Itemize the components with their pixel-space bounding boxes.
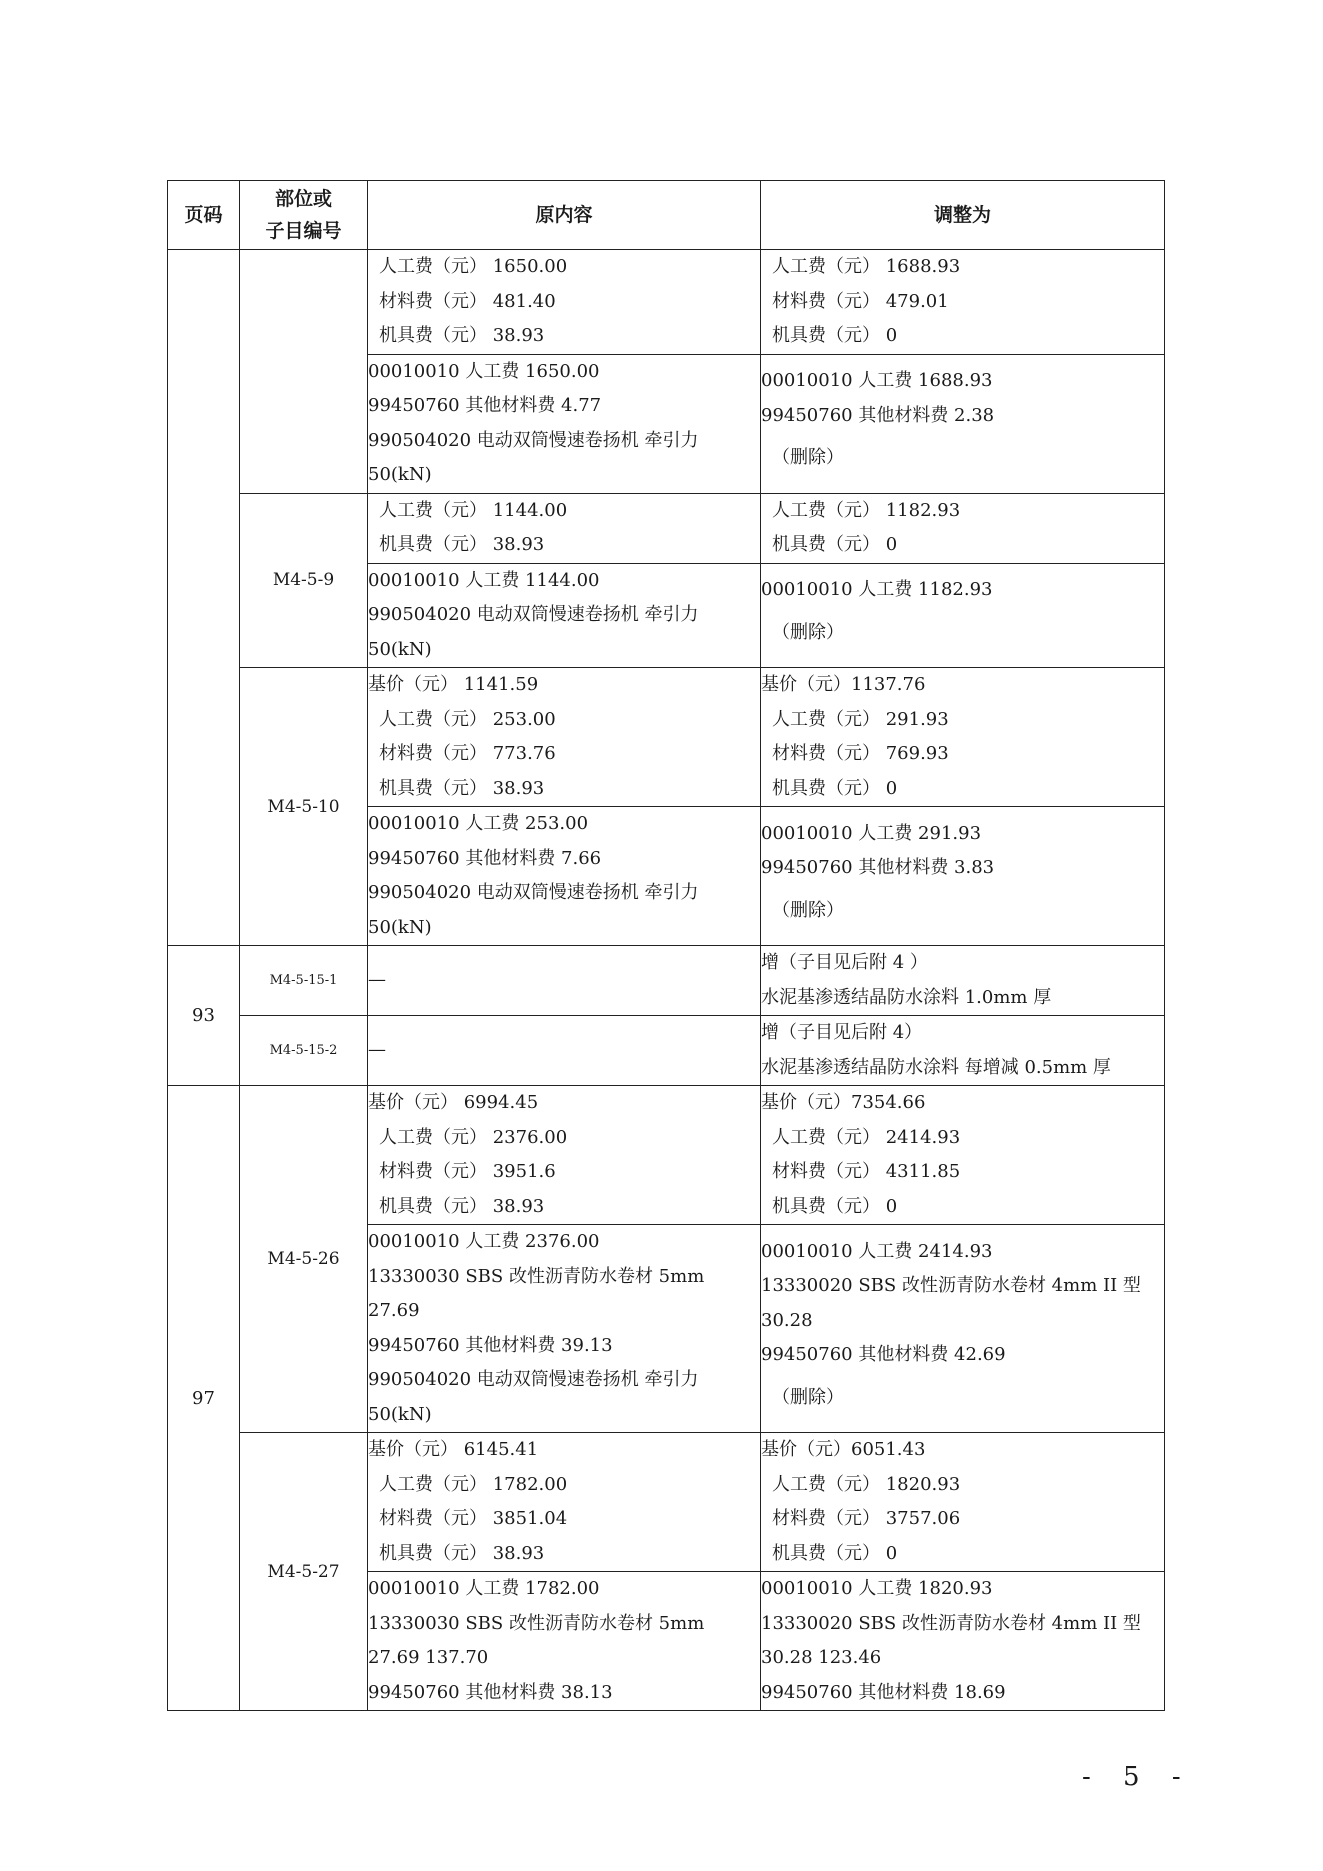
text-line: 机具费（元） 0 (772, 325, 898, 346)
text-line: 99450760 其他材料费 3.83 (761, 857, 995, 878)
dash-text: — (368, 969, 386, 991)
text-line: 材料费（元） 3851.04 (379, 1508, 568, 1529)
text-line: 50(kN) (368, 916, 432, 938)
code-cell: M4-5-10 (240, 668, 368, 946)
text-line: 机具费（元） 0 (772, 534, 898, 555)
header-part-line2: 子目编号 (265, 220, 342, 242)
adjusted-cell (761, 946, 1165, 1016)
adjustment-table (167, 180, 1165, 1711)
text-line: 增（子目见后附 4） (761, 1022, 923, 1043)
text-line: 基价（元） 6145.41 (368, 1439, 539, 1460)
text-line: 27.69 (368, 1300, 420, 1321)
code-cell: M4-5-15-2 (240, 1016, 368, 1086)
text-line: 材料费（元） 769.93 (772, 743, 949, 764)
text-line: 50(kN) (368, 464, 432, 485)
text-line: 990504020 电动双筒慢速卷扬机 牵引力 (368, 882, 699, 903)
text-line: 机具费（元） 38.93 (379, 534, 545, 555)
text-line: 990504020 电动双筒慢速卷扬机 牵引力 (368, 429, 699, 451)
text-line: 人工费（元） 1144.00 (379, 499, 568, 521)
text-line: 00010010 人工费 1820.93 (761, 1578, 993, 1599)
text-line: 00010010 人工费 1182.93 (761, 579, 993, 600)
code-cell: M4-5-9 (240, 493, 368, 668)
header-part (240, 181, 368, 250)
code-cell-empty (240, 250, 368, 494)
original-cell (368, 1572, 761, 1711)
text-line: 人工费（元） 2376.00 (379, 1126, 568, 1148)
text-line: 27.69 137.70 (368, 1647, 489, 1668)
text-line: 人工费（元） 1782.00 (379, 1473, 568, 1495)
original-cell (368, 493, 761, 563)
table-row (168, 668, 1165, 807)
text-line: 00010010 人工费 1782.00 (368, 1578, 600, 1599)
original-cell (368, 1086, 761, 1225)
original-cell (368, 250, 761, 355)
header-part-line1: 部位或 (274, 188, 332, 210)
text-line: 00010010 人工费 291.93 (761, 822, 982, 844)
adjusted-cell (761, 807, 1165, 946)
text-line: 基价（元）6051.43 (761, 1439, 926, 1460)
code-cell: M4-5-27 (240, 1433, 368, 1711)
text-line: 13330030 SBS 改性沥青防水卷材 5mm (368, 1265, 705, 1287)
text-line: 00010010 人工费 1688.93 (761, 370, 993, 391)
dash-text: — (368, 1039, 386, 1061)
original-cell (368, 946, 761, 1016)
original-cell (368, 668, 761, 807)
text-line: 13330020 SBS 改性沥青防水卷材 4mm II 型 (761, 1612, 1141, 1634)
text-line: 99450760 其他材料费 39.13 (368, 1334, 613, 1356)
text-line: 材料费（元） 481.40 (379, 290, 556, 312)
text-line: 材料费（元） 4311.85 (772, 1161, 961, 1182)
text-line: 人工费（元） 253.00 (379, 708, 556, 730)
original-cell (368, 1225, 761, 1433)
text-line: 99450760 其他材料费 38.13 (368, 1681, 613, 1703)
text-line: 基价（元）7354.66 (761, 1092, 926, 1113)
text-line: 机具费（元） 38.93 (379, 1542, 545, 1564)
text-line: 50(kN) (368, 638, 432, 660)
adjusted-cell (761, 250, 1165, 355)
text-line: 材料费（元） 3951.6 (379, 1161, 556, 1182)
text-line: 机具费（元） 38.93 (379, 325, 545, 346)
text-line: 00010010 人工费 2414.93 (761, 1240, 993, 1262)
code-cell: M4-5-26 (240, 1086, 368, 1433)
adjusted-cell (761, 668, 1165, 807)
adjusted-cell (761, 1433, 1165, 1572)
table-row (168, 1433, 1165, 1572)
original-cell (368, 807, 761, 946)
header-adjusted: 调整为 (761, 181, 1165, 250)
text-line: 机具费（元） 0 (772, 777, 898, 799)
text-line: 99450760 其他材料费 7.66 (368, 847, 602, 869)
text-line: 人工费（元） 1688.93 (772, 256, 961, 277)
text-line: 99450760 其他材料费 18.69 (761, 1681, 1006, 1703)
text-line: 材料费（元） 479.01 (772, 290, 949, 312)
header-page: 页码 (168, 181, 240, 250)
text-line: （删除） (772, 447, 844, 468)
table-row (168, 1016, 1165, 1086)
adjusted-cell (761, 493, 1165, 563)
text-line: 99450760 其他材料费 42.69 (761, 1344, 1006, 1365)
table-row (168, 1086, 1165, 1225)
text-line: 990504020 电动双筒慢速卷扬机 牵引力 (368, 1369, 699, 1390)
table-row (168, 250, 1165, 355)
page-cell: 93 (168, 946, 240, 1086)
text-line: 13330020 SBS 改性沥青防水卷材 4mm II 型 (761, 1275, 1141, 1296)
text-line: 99450760 其他材料费 4.77 (368, 395, 602, 416)
text-line: 人工费（元） 1182.93 (772, 499, 961, 521)
header-original: 原内容 (368, 181, 761, 250)
page-cell: 97 (168, 1086, 240, 1711)
text-line: （删除） (772, 899, 844, 921)
text-line: 基价（元） 6994.45 (368, 1092, 539, 1113)
text-line: 机具费（元） 0 (772, 1195, 898, 1217)
text-line: 人工费（元） 1650.00 (379, 256, 568, 277)
text-line: 人工费（元） 1820.93 (772, 1473, 961, 1495)
text-line: 99450760 其他材料费 2.38 (761, 404, 995, 426)
text-line: 材料费（元） 773.76 (379, 743, 556, 764)
text-line: 00010010 人工费 253.00 (368, 813, 589, 834)
text-line: 机具费（元） 38.93 (379, 1195, 545, 1217)
text-line: 机具费（元） 38.93 (379, 777, 545, 799)
text-line: 00010010 人工费 2376.00 (368, 1231, 600, 1252)
text-line: 30.28 (761, 1309, 813, 1331)
original-cell (368, 1016, 761, 1086)
adjusted-cell (761, 563, 1165, 668)
text-line: 基价（元）1137.76 (761, 674, 926, 695)
header-row (168, 181, 1165, 250)
adjusted-cell (761, 1572, 1165, 1711)
text-line: 990504020 电动双筒慢速卷扬机 牵引力 (368, 604, 699, 625)
page-number: - 5 - (1082, 1762, 1193, 1792)
text-line: 水泥基渗透结晶防水涂料 1.0mm 厚 (761, 986, 1052, 1008)
text-line: 30.28 123.46 (761, 1647, 882, 1668)
text-line: 材料费（元） 3757.06 (772, 1508, 961, 1529)
text-line: 增（子目见后附 4 ） (761, 952, 928, 973)
text-line: 人工费（元） 291.93 (772, 708, 949, 730)
original-cell (368, 563, 761, 668)
adjusted-cell (761, 1225, 1165, 1433)
text-line: （删除） (772, 621, 844, 643)
adjusted-cell (761, 1086, 1165, 1225)
text-line: 人工费（元） 2414.93 (772, 1126, 961, 1148)
text-line: 50(kN) (368, 1403, 432, 1425)
page-cell-empty (168, 250, 240, 946)
adjusted-cell (761, 1016, 1165, 1086)
text-line: （删除） (772, 1386, 844, 1408)
table-row (168, 946, 1165, 1016)
table-row (168, 493, 1165, 563)
text-line: 00010010 人工费 1650.00 (368, 360, 600, 382)
adjusted-cell (761, 354, 1165, 493)
text-line: 机具费（元） 0 (772, 1542, 898, 1564)
text-line: 基价（元） 1141.59 (368, 674, 539, 695)
text-line: 水泥基渗透结晶防水涂料 每增减 0.5mm 厚 (761, 1056, 1111, 1078)
text-line: 13330030 SBS 改性沥青防水卷材 5mm (368, 1612, 705, 1634)
text-line: 00010010 人工费 1144.00 (368, 569, 600, 591)
code-cell: M4-5-15-1 (240, 946, 368, 1016)
original-cell (368, 1433, 761, 1572)
original-cell (368, 354, 761, 493)
